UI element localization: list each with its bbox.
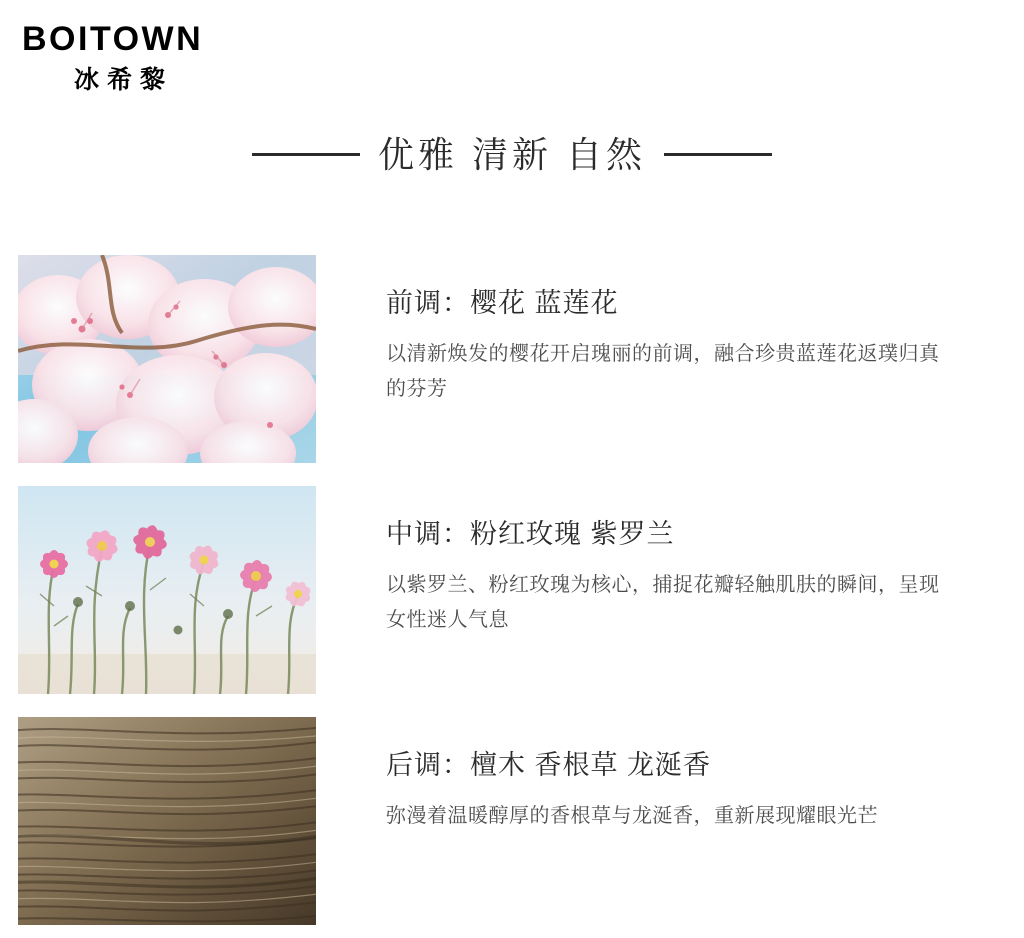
note-text-block <box>386 749 966 834</box>
note-description: 弥漫着温暖醇厚的香根草与龙涎香，重新展现耀眼光芒 <box>386 805 878 828</box>
list-item <box>0 717 1024 936</box>
note-description: 以清新焕发的樱花开启瑰丽的前调，融合珍贵蓝莲花返璞归真的芬芳 <box>386 343 940 401</box>
note-text-block <box>386 518 966 638</box>
list-item <box>0 486 1024 705</box>
brand-header <box>22 22 342 93</box>
headline-rule-left <box>252 153 360 156</box>
note-description: 以紫罗兰、粉红玫瑰为核心，捕捉花瓣轻触肌肤的瞬间，呈现女性迷人气息 <box>386 574 940 632</box>
fragrance-notes-list <box>0 255 1024 936</box>
pink-cosmos-flowers-photo <box>18 486 316 694</box>
note-title: 前调：樱花 蓝莲花 <box>386 288 619 318</box>
headline-rule-right <box>664 153 772 156</box>
brand-name: BOITOWN <box>22 20 204 58</box>
cherry-blossom-photo <box>18 255 316 463</box>
page-title: 优雅 清新 自然 <box>377 134 646 175</box>
wood-bark-texture-photo <box>18 717 316 925</box>
headline-section <box>0 135 1024 175</box>
list-item <box>0 255 1024 474</box>
note-title: 后调：檀木 香根草 龙涎香 <box>386 750 712 780</box>
note-text-block <box>386 287 966 407</box>
brand-name-chinese: 冰希黎 <box>74 67 174 94</box>
note-title: 中调：粉红玫瑰 紫罗兰 <box>386 519 675 549</box>
